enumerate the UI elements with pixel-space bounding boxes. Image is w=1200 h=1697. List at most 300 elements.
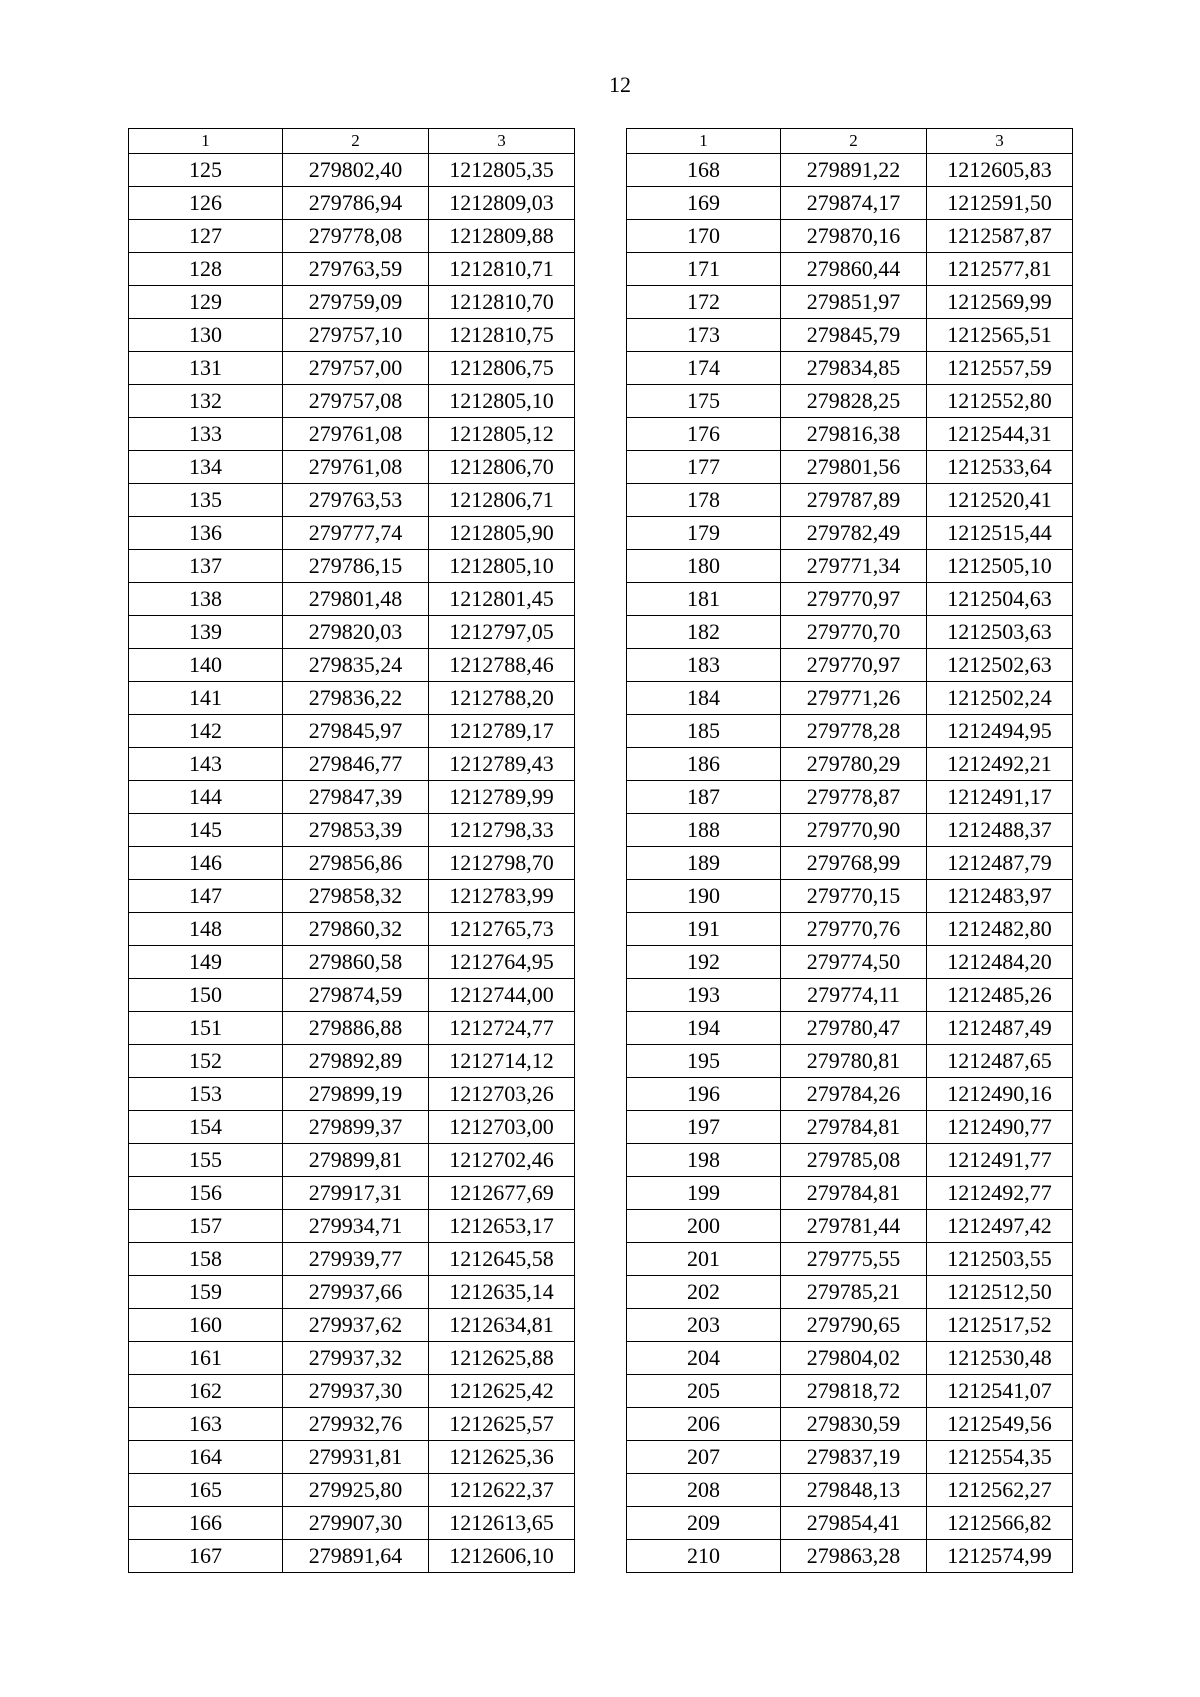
table-row: [627, 187, 1073, 220]
table-row: [129, 1276, 575, 1309]
point-number-cell: 145: [129, 814, 283, 847]
y-coordinate-cell: 1212502,63: [927, 649, 1073, 682]
table-row: [627, 1111, 1073, 1144]
x-coordinate-cell: 279858,32: [283, 880, 429, 913]
x-coordinate-cell: 279780,47: [781, 1012, 927, 1045]
table-row: [627, 715, 1073, 748]
point-number-cell: 197: [627, 1111, 781, 1144]
point-number-cell: 183: [627, 649, 781, 682]
y-coordinate-cell: 1212702,46: [429, 1144, 575, 1177]
x-coordinate-cell: 279780,29: [781, 748, 927, 781]
x-coordinate-cell: 279934,71: [283, 1210, 429, 1243]
y-coordinate-cell: 1212490,77: [927, 1111, 1073, 1144]
point-number-cell: 201: [627, 1243, 781, 1276]
table-row: [129, 550, 575, 583]
y-coordinate-cell: 1212488,37: [927, 814, 1073, 847]
point-number-cell: 152: [129, 1045, 283, 1078]
y-coordinate-cell: 1212515,44: [927, 517, 1073, 550]
table-row: [627, 1375, 1073, 1408]
x-coordinate-cell: 279770,90: [781, 814, 927, 847]
x-coordinate-cell: 279771,26: [781, 682, 927, 715]
table-header-row: [627, 129, 1073, 154]
x-coordinate-cell: 279790,65: [781, 1309, 927, 1342]
coordinates-table-right: [626, 128, 1073, 1573]
point-number-cell: 130: [129, 319, 283, 352]
y-coordinate-cell: 1212487,65: [927, 1045, 1073, 1078]
x-coordinate-cell: 279931,81: [283, 1441, 429, 1474]
y-coordinate-cell: 1212805,35: [429, 154, 575, 187]
point-number-cell: 171: [627, 253, 781, 286]
x-coordinate-cell: 279784,81: [781, 1111, 927, 1144]
x-coordinate-cell: 279860,44: [781, 253, 927, 286]
y-coordinate-cell: 1212806,71: [429, 484, 575, 517]
table-row: [627, 352, 1073, 385]
table-row: [129, 517, 575, 550]
table-row: [627, 1243, 1073, 1276]
y-coordinate-cell: 1212634,81: [429, 1309, 575, 1342]
x-coordinate-cell: 279937,62: [283, 1309, 429, 1342]
point-number-cell: 195: [627, 1045, 781, 1078]
table-row: [627, 286, 1073, 319]
y-coordinate-cell: 1212798,33: [429, 814, 575, 847]
y-coordinate-cell: 1212530,48: [927, 1342, 1073, 1375]
table-row: [129, 1309, 575, 1342]
point-number-cell: 155: [129, 1144, 283, 1177]
table-row: [129, 1210, 575, 1243]
point-number-cell: 157: [129, 1210, 283, 1243]
point-number-cell: 206: [627, 1408, 781, 1441]
table-row: [129, 484, 575, 517]
y-coordinate-cell: 1212805,10: [429, 550, 575, 583]
y-coordinate-cell: 1212566,82: [927, 1507, 1073, 1540]
x-coordinate-cell: 279925,80: [283, 1474, 429, 1507]
point-number-cell: 188: [627, 814, 781, 847]
table-row: [627, 1276, 1073, 1309]
x-coordinate-cell: 279830,59: [781, 1408, 927, 1441]
y-coordinate-cell: 1212562,27: [927, 1474, 1073, 1507]
x-coordinate-cell: 279835,24: [283, 649, 429, 682]
y-coordinate-cell: 1212557,59: [927, 352, 1073, 385]
table-row: [129, 154, 575, 187]
y-coordinate-cell: 1212565,51: [927, 319, 1073, 352]
x-coordinate-cell: 279854,41: [781, 1507, 927, 1540]
table-row: [627, 1177, 1073, 1210]
x-coordinate-cell: 279846,77: [283, 748, 429, 781]
table-row: [627, 451, 1073, 484]
table-row: [129, 352, 575, 385]
table-row: [627, 913, 1073, 946]
point-number-cell: 204: [627, 1342, 781, 1375]
x-coordinate-cell: 279761,08: [283, 451, 429, 484]
x-coordinate-cell: 279778,08: [283, 220, 429, 253]
x-coordinate-cell: 279932,76: [283, 1408, 429, 1441]
table-row: [129, 583, 575, 616]
y-coordinate-cell: 1212484,20: [927, 946, 1073, 979]
y-coordinate-cell: 1212625,42: [429, 1375, 575, 1408]
y-coordinate-cell: 1212491,77: [927, 1144, 1073, 1177]
y-coordinate-cell: 1212487,79: [927, 847, 1073, 880]
x-coordinate-cell: 279899,37: [283, 1111, 429, 1144]
y-coordinate-cell: 1212544,31: [927, 418, 1073, 451]
x-coordinate-cell: 279886,88: [283, 1012, 429, 1045]
y-coordinate-cell: 1212810,71: [429, 253, 575, 286]
x-coordinate-cell: 279937,32: [283, 1342, 429, 1375]
x-coordinate-cell: 279786,94: [283, 187, 429, 220]
y-coordinate-cell: 1212635,14: [429, 1276, 575, 1309]
column-header-1: 1: [129, 129, 283, 154]
point-number-cell: 189: [627, 847, 781, 880]
table-row: [129, 814, 575, 847]
y-coordinate-cell: 1212764,95: [429, 946, 575, 979]
table-row: [627, 1474, 1073, 1507]
y-coordinate-cell: 1212606,10: [429, 1540, 575, 1573]
point-number-cell: 210: [627, 1540, 781, 1573]
table-row: [627, 1408, 1073, 1441]
point-number-cell: 205: [627, 1375, 781, 1408]
table-row: [627, 748, 1073, 781]
table-row: [627, 1441, 1073, 1474]
x-coordinate-cell: 279804,02: [781, 1342, 927, 1375]
table-row: [627, 319, 1073, 352]
table-row: [129, 1078, 575, 1111]
y-coordinate-cell: 1212533,64: [927, 451, 1073, 484]
table-row: [627, 1540, 1073, 1573]
x-coordinate-cell: 279775,55: [781, 1243, 927, 1276]
table-row: [627, 880, 1073, 913]
table-row: [129, 1375, 575, 1408]
point-number-cell: 178: [627, 484, 781, 517]
y-coordinate-cell: 1212485,26: [927, 979, 1073, 1012]
table-row: [129, 847, 575, 880]
x-coordinate-cell: 279768,99: [781, 847, 927, 880]
x-coordinate-cell: 279763,59: [283, 253, 429, 286]
point-number-cell: 187: [627, 781, 781, 814]
x-coordinate-cell: 279770,70: [781, 616, 927, 649]
point-number-cell: 174: [627, 352, 781, 385]
point-number-cell: 191: [627, 913, 781, 946]
table-row: [627, 517, 1073, 550]
x-coordinate-cell: 279828,25: [781, 385, 927, 418]
y-coordinate-cell: 1212517,52: [927, 1309, 1073, 1342]
x-coordinate-cell: 279917,31: [283, 1177, 429, 1210]
point-number-cell: 144: [129, 781, 283, 814]
table-row: [129, 418, 575, 451]
point-number-cell: 135: [129, 484, 283, 517]
point-number-cell: 154: [129, 1111, 283, 1144]
x-coordinate-cell: 279770,97: [781, 649, 927, 682]
x-coordinate-cell: 279837,19: [781, 1441, 927, 1474]
x-coordinate-cell: 279939,77: [283, 1243, 429, 1276]
point-number-cell: 172: [627, 286, 781, 319]
table-row: [627, 550, 1073, 583]
y-coordinate-cell: 1212788,20: [429, 682, 575, 715]
table-row: [129, 187, 575, 220]
table-row: [627, 220, 1073, 253]
table-row: [129, 913, 575, 946]
point-number-cell: 127: [129, 220, 283, 253]
y-coordinate-cell: 1212505,10: [927, 550, 1073, 583]
x-coordinate-cell: 279863,28: [781, 1540, 927, 1573]
table-row: [129, 682, 575, 715]
x-coordinate-cell: 279787,89: [781, 484, 927, 517]
y-coordinate-cell: 1212552,80: [927, 385, 1073, 418]
y-coordinate-cell: 1212503,55: [927, 1243, 1073, 1276]
point-number-cell: 169: [627, 187, 781, 220]
table-row: [129, 748, 575, 781]
table-row: [129, 880, 575, 913]
y-coordinate-cell: 1212569,99: [927, 286, 1073, 319]
table-row: [627, 1210, 1073, 1243]
y-coordinate-cell: 1212490,16: [927, 1078, 1073, 1111]
y-coordinate-cell: 1212497,42: [927, 1210, 1073, 1243]
column-header-2: 2: [283, 129, 429, 154]
y-coordinate-cell: 1212512,50: [927, 1276, 1073, 1309]
point-number-cell: 181: [627, 583, 781, 616]
point-number-cell: 170: [627, 220, 781, 253]
point-number-cell: 134: [129, 451, 283, 484]
y-coordinate-cell: 1212806,75: [429, 352, 575, 385]
point-number-cell: 202: [627, 1276, 781, 1309]
table-row: [627, 1507, 1073, 1540]
y-coordinate-cell: 1212625,88: [429, 1342, 575, 1375]
y-coordinate-cell: 1212492,77: [927, 1177, 1073, 1210]
point-number-cell: 132: [129, 385, 283, 418]
point-number-cell: 207: [627, 1441, 781, 1474]
y-coordinate-cell: 1212797,05: [429, 616, 575, 649]
x-coordinate-cell: 279759,09: [283, 286, 429, 319]
x-coordinate-cell: 279770,97: [781, 583, 927, 616]
point-number-cell: 146: [129, 847, 283, 880]
point-number-cell: 148: [129, 913, 283, 946]
table-row: [627, 682, 1073, 715]
x-coordinate-cell: 279836,22: [283, 682, 429, 715]
x-coordinate-cell: 279891,22: [781, 154, 927, 187]
point-number-cell: 185: [627, 715, 781, 748]
table-row: [129, 451, 575, 484]
x-coordinate-cell: 279860,58: [283, 946, 429, 979]
y-coordinate-cell: 1212724,77: [429, 1012, 575, 1045]
x-coordinate-cell: 279777,74: [283, 517, 429, 550]
y-coordinate-cell: 1212491,17: [927, 781, 1073, 814]
y-coordinate-cell: 1212482,80: [927, 913, 1073, 946]
y-coordinate-cell: 1212504,63: [927, 583, 1073, 616]
point-number-cell: 162: [129, 1375, 283, 1408]
table-row: [129, 253, 575, 286]
x-coordinate-cell: 279778,28: [781, 715, 927, 748]
x-coordinate-cell: 279860,32: [283, 913, 429, 946]
point-number-cell: 184: [627, 682, 781, 715]
x-coordinate-cell: 279763,53: [283, 484, 429, 517]
table-row: [129, 979, 575, 1012]
x-coordinate-cell: 279780,81: [781, 1045, 927, 1078]
column-header-3: 3: [927, 129, 1073, 154]
point-number-cell: 138: [129, 583, 283, 616]
table-row: [627, 385, 1073, 418]
table-row: [129, 1342, 575, 1375]
x-coordinate-cell: 279816,38: [781, 418, 927, 451]
x-coordinate-cell: 279892,89: [283, 1045, 429, 1078]
y-coordinate-cell: 1212805,90: [429, 517, 575, 550]
point-number-cell: 158: [129, 1243, 283, 1276]
y-coordinate-cell: 1212502,24: [927, 682, 1073, 715]
point-number-cell: 149: [129, 946, 283, 979]
x-coordinate-cell: 279820,03: [283, 616, 429, 649]
y-coordinate-cell: 1212677,69: [429, 1177, 575, 1210]
y-coordinate-cell: 1212483,97: [927, 880, 1073, 913]
table-row: [129, 286, 575, 319]
x-coordinate-cell: 279848,13: [781, 1474, 927, 1507]
point-number-cell: 168: [627, 154, 781, 187]
point-number-cell: 176: [627, 418, 781, 451]
table-row: [627, 1309, 1073, 1342]
table-row: [627, 616, 1073, 649]
x-coordinate-cell: 279834,85: [781, 352, 927, 385]
table-row: [627, 814, 1073, 847]
table-row: [627, 1342, 1073, 1375]
y-coordinate-cell: 1212494,95: [927, 715, 1073, 748]
y-coordinate-cell: 1212487,49: [927, 1012, 1073, 1045]
point-number-cell: 161: [129, 1342, 283, 1375]
y-coordinate-cell: 1212574,99: [927, 1540, 1073, 1573]
point-number-cell: 139: [129, 616, 283, 649]
coordinates-table-left: [128, 128, 575, 1573]
y-coordinate-cell: 1212625,36: [429, 1441, 575, 1474]
point-number-cell: 186: [627, 748, 781, 781]
x-coordinate-cell: 279757,08: [283, 385, 429, 418]
x-coordinate-cell: 279801,48: [283, 583, 429, 616]
x-coordinate-cell: 279856,86: [283, 847, 429, 880]
y-coordinate-cell: 1212810,75: [429, 319, 575, 352]
y-coordinate-cell: 1212591,50: [927, 187, 1073, 220]
table-row: [627, 484, 1073, 517]
point-number-cell: 167: [129, 1540, 283, 1573]
y-coordinate-cell: 1212703,26: [429, 1078, 575, 1111]
y-coordinate-cell: 1212554,35: [927, 1441, 1073, 1474]
point-number-cell: 128: [129, 253, 283, 286]
y-coordinate-cell: 1212805,12: [429, 418, 575, 451]
table-row: [627, 154, 1073, 187]
y-coordinate-cell: 1212577,81: [927, 253, 1073, 286]
table-row: [129, 946, 575, 979]
y-coordinate-cell: 1212622,37: [429, 1474, 575, 1507]
y-coordinate-cell: 1212520,41: [927, 484, 1073, 517]
column-header-2: 2: [781, 129, 927, 154]
table-row: [129, 1243, 575, 1276]
y-coordinate-cell: 1212806,70: [429, 451, 575, 484]
x-coordinate-cell: 279845,79: [781, 319, 927, 352]
point-number-cell: 142: [129, 715, 283, 748]
table-row: [627, 583, 1073, 616]
x-coordinate-cell: 279937,30: [283, 1375, 429, 1408]
table-row: [129, 1144, 575, 1177]
x-coordinate-cell: 279770,76: [781, 913, 927, 946]
y-coordinate-cell: 1212605,83: [927, 154, 1073, 187]
x-coordinate-cell: 279853,39: [283, 814, 429, 847]
table-row: [627, 1045, 1073, 1078]
y-coordinate-cell: 1212645,58: [429, 1243, 575, 1276]
table-row: [129, 649, 575, 682]
x-coordinate-cell: 279785,08: [781, 1144, 927, 1177]
table-row: [129, 319, 575, 352]
x-coordinate-cell: 279937,66: [283, 1276, 429, 1309]
table-header-row: [129, 129, 575, 154]
x-coordinate-cell: 279782,49: [781, 517, 927, 550]
point-number-cell: 137: [129, 550, 283, 583]
point-number-cell: 136: [129, 517, 283, 550]
point-number-cell: 177: [627, 451, 781, 484]
point-number-cell: 166: [129, 1507, 283, 1540]
table-row: [627, 1144, 1073, 1177]
point-number-cell: 156: [129, 1177, 283, 1210]
x-coordinate-cell: 279818,72: [781, 1375, 927, 1408]
table-row: [627, 1078, 1073, 1111]
y-coordinate-cell: 1212789,43: [429, 748, 575, 781]
table-row: [129, 1111, 575, 1144]
point-number-cell: 164: [129, 1441, 283, 1474]
table-row: [129, 1408, 575, 1441]
point-number-cell: 143: [129, 748, 283, 781]
point-number-cell: 179: [627, 517, 781, 550]
point-number-cell: 159: [129, 1276, 283, 1309]
table-row: [129, 781, 575, 814]
y-coordinate-cell: 1212789,99: [429, 781, 575, 814]
point-number-cell: 208: [627, 1474, 781, 1507]
x-coordinate-cell: 279774,11: [781, 979, 927, 1012]
point-number-cell: 175: [627, 385, 781, 418]
x-coordinate-cell: 279870,16: [781, 220, 927, 253]
point-number-cell: 125: [129, 154, 283, 187]
x-coordinate-cell: 279774,50: [781, 946, 927, 979]
point-number-cell: 129: [129, 286, 283, 319]
x-coordinate-cell: 279874,17: [781, 187, 927, 220]
x-coordinate-cell: 279907,30: [283, 1507, 429, 1540]
y-coordinate-cell: 1212613,65: [429, 1507, 575, 1540]
x-coordinate-cell: 279784,26: [781, 1078, 927, 1111]
y-coordinate-cell: 1212503,63: [927, 616, 1073, 649]
point-number-cell: 198: [627, 1144, 781, 1177]
point-number-cell: 209: [627, 1507, 781, 1540]
table-row: [129, 1441, 575, 1474]
table-row: [627, 847, 1073, 880]
x-coordinate-cell: 279778,87: [781, 781, 927, 814]
point-number-cell: 193: [627, 979, 781, 1012]
point-number-cell: 147: [129, 880, 283, 913]
table-row: [129, 1540, 575, 1573]
table-row: [627, 418, 1073, 451]
y-coordinate-cell: 1212744,00: [429, 979, 575, 1012]
x-coordinate-cell: 279784,81: [781, 1177, 927, 1210]
table-row: [129, 1507, 575, 1540]
x-coordinate-cell: 279802,40: [283, 154, 429, 187]
y-coordinate-cell: 1212703,00: [429, 1111, 575, 1144]
x-coordinate-cell: 279899,19: [283, 1078, 429, 1111]
table-row: [129, 1045, 575, 1078]
x-coordinate-cell: 279851,97: [781, 286, 927, 319]
x-coordinate-cell: 279785,21: [781, 1276, 927, 1309]
y-coordinate-cell: 1212801,45: [429, 583, 575, 616]
y-coordinate-cell: 1212809,88: [429, 220, 575, 253]
point-number-cell: 196: [627, 1078, 781, 1111]
y-coordinate-cell: 1212783,99: [429, 880, 575, 913]
table-row: [627, 979, 1073, 1012]
x-coordinate-cell: 279757,10: [283, 319, 429, 352]
point-number-cell: 194: [627, 1012, 781, 1045]
point-number-cell: 173: [627, 319, 781, 352]
table-row: [627, 946, 1073, 979]
point-number-cell: 180: [627, 550, 781, 583]
point-number-cell: 150: [129, 979, 283, 1012]
point-number-cell: 199: [627, 1177, 781, 1210]
